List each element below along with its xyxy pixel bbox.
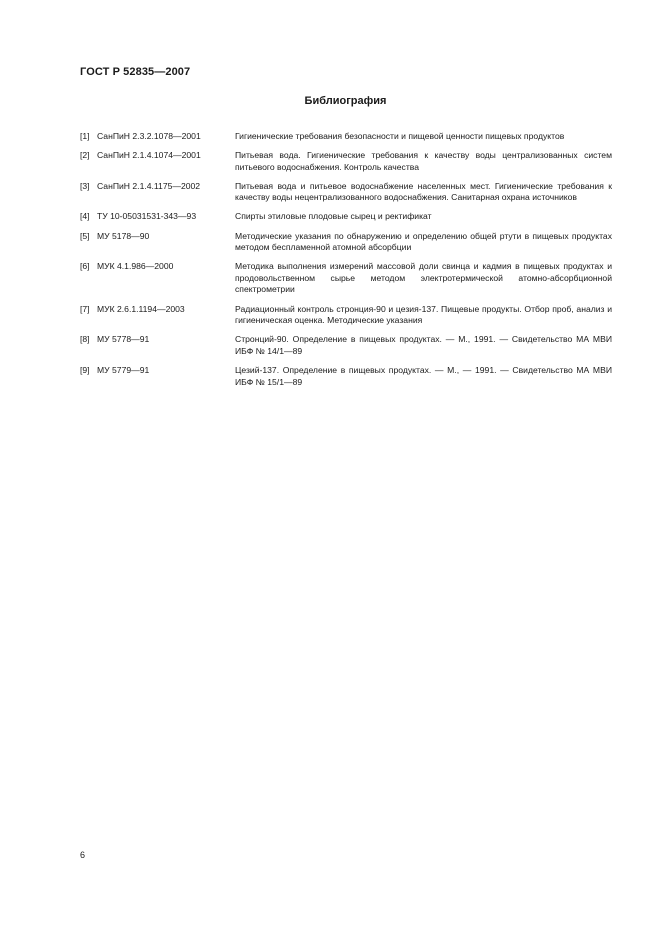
entry-reference <box>80 231 235 254</box>
entry-description: Стронций-90. Определение в пищевых продуктах. — М., 1991. — Свидетельство МА МВИ ИБФ № 14/1—89 <box>235 334 612 356</box>
entry-description: Цезий-137. Определение в пищевых продуктах. — М., — 1991. — Свидетельство МА МВИ ИБФ № 15/1—89 <box>235 364 612 387</box>
bibliography-entry <box>80 261 612 296</box>
entry-code: СанПиН 2.1.4.1074—2001 <box>97 150 201 161</box>
bibliography-entry <box>80 181 612 204</box>
bibliography-entry <box>80 211 612 223</box>
entry-code: МУК 4.1.986—2000 <box>97 261 174 272</box>
entry-number: [3] <box>80 180 90 191</box>
entry-number: [1] <box>80 131 90 141</box>
entry-description: Методические указания по обнаружению и определению общей ртути в пищевых продуктах методом беспламенной атомной абсорбции <box>235 230 612 253</box>
entry-reference <box>80 334 235 357</box>
section-title: Библиография <box>304 95 387 107</box>
bibliography-entry <box>80 304 612 327</box>
entry-description: Радиационный контроль стронция-90 и цезия-137. Пищевые продукты. Отбор проб, анализ и гигиеническая оценка. Методические указания <box>235 303 612 326</box>
bibliography-entry <box>80 150 612 173</box>
entry-description: Питьевая вода и питьевое водоснабжение населенных мест. Гигиенические требования к качеству воды нецентрализованного водоснабжения. Санитарная охрана источников <box>235 180 612 203</box>
entry-reference <box>80 150 235 173</box>
entry-number: [9] <box>80 364 90 375</box>
entry-code: МУ 5778—91 <box>97 334 150 345</box>
entry-code: МУ 5178—90 <box>97 230 150 241</box>
entry-code: СанПиН 2.1.4.1175—2002 <box>97 180 201 191</box>
entry-description: Спирты этиловые плодовые сырец и ректификат <box>235 211 432 222</box>
entry-number: [4] <box>80 211 90 222</box>
entry-reference <box>80 304 235 327</box>
entry-number: [6] <box>80 261 90 272</box>
entry-number: [8] <box>80 334 90 345</box>
entry-description: Методика выполнения измерений массовой доли свинца и кадмия в пищевых продуктах и продовольственном сырье методом электротермической атомно-абсорбционной спектрометрии <box>235 261 612 295</box>
entry-reference <box>80 131 235 143</box>
bibliography-entry <box>80 231 612 254</box>
entry-code: ТУ 10-05031531-343—93 <box>97 211 197 222</box>
bibliography-entry <box>80 131 612 143</box>
entry-reference <box>80 261 235 296</box>
entry-reference <box>80 181 235 204</box>
bibliography-list <box>80 131 612 396</box>
entry-reference <box>80 211 235 223</box>
entry-code: СанПиН 2.3.2.1078—2001 <box>97 131 201 141</box>
document-header: ГОСТ Р 52835—2007 <box>80 66 191 78</box>
entry-reference <box>80 365 235 388</box>
bibliography-entry <box>80 365 612 388</box>
page-number: 6 <box>80 850 86 860</box>
bibliography-entry <box>80 334 612 357</box>
entry-code: МУК 2.6.1.1194—2003 <box>97 303 185 314</box>
entry-number: [5] <box>80 230 90 241</box>
entry-number: [2] <box>80 150 90 161</box>
entry-code: МУ 5779—91 <box>97 364 150 375</box>
entry-description: Гигиенические требования безопасности и пищевой ценности пищевых продуктов <box>235 131 565 141</box>
entry-description: Питьевая вода. Гигиенические требования к качеству воды централизованных систем питьевого водоснабжения. Контроль качества <box>235 150 612 172</box>
entry-number: [7] <box>80 303 90 314</box>
